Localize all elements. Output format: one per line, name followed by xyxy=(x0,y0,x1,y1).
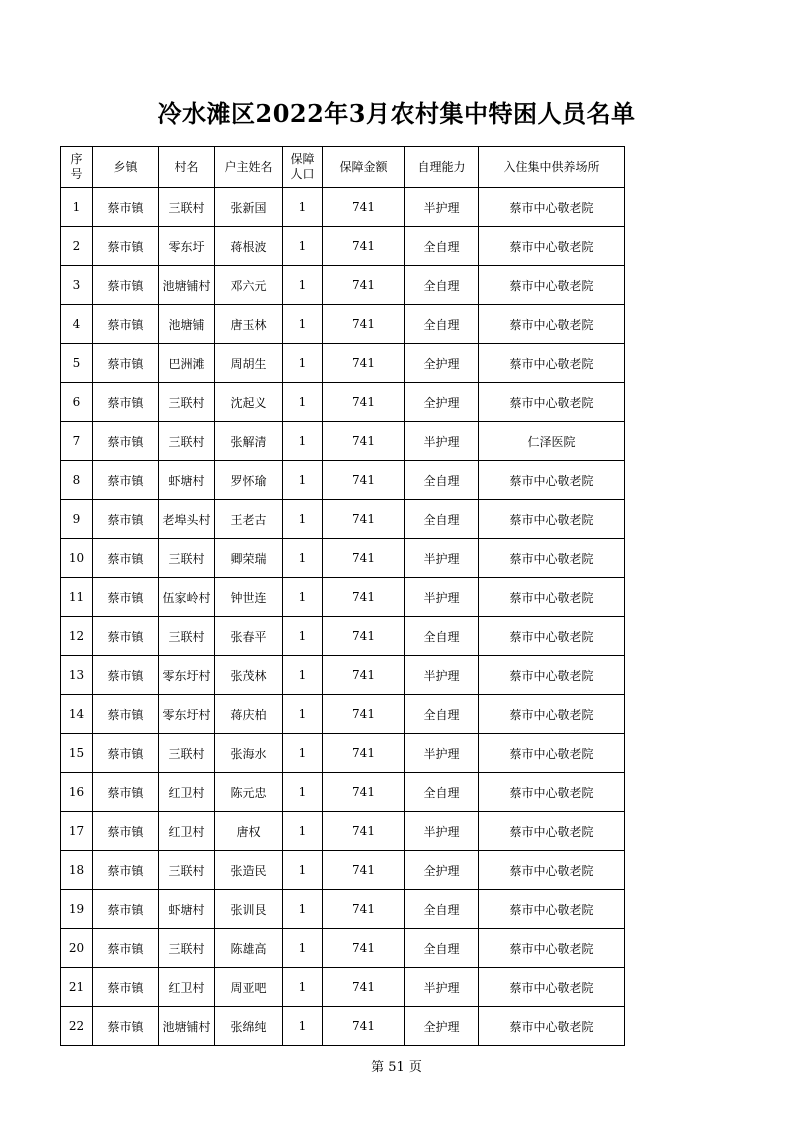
table-row xyxy=(61,305,625,344)
cell-amount: 741 xyxy=(323,422,405,461)
cell-amount: 741 xyxy=(323,851,405,890)
cell-no: 22 xyxy=(61,1007,93,1046)
cell-town: 蔡市镇 xyxy=(93,734,159,773)
cell-no: 9 xyxy=(61,500,93,539)
cell-institution: 蔡市中心敬老院 xyxy=(479,500,625,539)
cell-ability: 半护理 xyxy=(405,188,479,227)
cell-amount: 741 xyxy=(323,1007,405,1046)
table-row xyxy=(61,656,625,695)
cell-village: 三联村 xyxy=(159,617,215,656)
cell-institution: 蔡市中心敬老院 xyxy=(479,695,625,734)
cell-institution: 蔡市中心敬老院 xyxy=(479,617,625,656)
cell-village: 三联村 xyxy=(159,188,215,227)
cell-town: 蔡市镇 xyxy=(93,890,159,929)
cell-no: 16 xyxy=(61,773,93,812)
cell-head-name: 卿荣瑞 xyxy=(215,539,283,578)
table-row xyxy=(61,539,625,578)
cell-no: 1 xyxy=(61,188,93,227)
cell-persons: 1 xyxy=(283,695,323,734)
cell-head-name: 蒋根波 xyxy=(215,227,283,266)
cell-amount: 741 xyxy=(323,890,405,929)
cell-no: 12 xyxy=(61,617,93,656)
cell-ability: 半护理 xyxy=(405,656,479,695)
cell-village: 零东圩村 xyxy=(159,695,215,734)
cell-head-name: 张训艮 xyxy=(215,890,283,929)
cell-institution: 蔡市中心敬老院 xyxy=(479,1007,625,1046)
cell-head-name: 张造民 xyxy=(215,851,283,890)
cell-ability: 全自理 xyxy=(405,500,479,539)
cell-amount: 741 xyxy=(323,539,405,578)
cell-amount: 741 xyxy=(323,344,405,383)
cell-village: 三联村 xyxy=(159,929,215,968)
cell-ability: 全自理 xyxy=(405,305,479,344)
cell-town: 蔡市镇 xyxy=(93,773,159,812)
cell-head-name: 张茂林 xyxy=(215,656,283,695)
cell-amount: 741 xyxy=(323,500,405,539)
cell-persons: 1 xyxy=(283,851,323,890)
cell-amount: 741 xyxy=(323,929,405,968)
cell-ability: 全护理 xyxy=(405,1007,479,1046)
header-row xyxy=(61,147,625,188)
cell-village: 虾塘村 xyxy=(159,461,215,500)
cell-town: 蔡市镇 xyxy=(93,227,159,266)
cell-no: 4 xyxy=(61,305,93,344)
cell-persons: 1 xyxy=(283,578,323,617)
cell-village: 池塘铺 xyxy=(159,305,215,344)
cell-no: 14 xyxy=(61,695,93,734)
cell-no: 11 xyxy=(61,578,93,617)
cell-village: 零东圩 xyxy=(159,227,215,266)
table-row xyxy=(61,500,625,539)
table-row xyxy=(61,188,625,227)
cell-village: 红卫村 xyxy=(159,812,215,851)
cell-village: 虾塘村 xyxy=(159,890,215,929)
cell-ability: 半护理 xyxy=(405,968,479,1007)
cell-amount: 741 xyxy=(323,773,405,812)
cell-no: 18 xyxy=(61,851,93,890)
cell-ability: 全自理 xyxy=(405,773,479,812)
cell-institution: 蔡市中心敬老院 xyxy=(479,383,625,422)
cell-institution: 蔡市中心敬老院 xyxy=(479,773,625,812)
cell-no: 15 xyxy=(61,734,93,773)
cell-village: 三联村 xyxy=(159,734,215,773)
cell-institution: 蔡市中心敬老院 xyxy=(479,734,625,773)
header-no: 序 号 xyxy=(61,147,93,188)
cell-head-name: 蒋庆柏 xyxy=(215,695,283,734)
cell-town: 蔡市镇 xyxy=(93,461,159,500)
cell-institution: 蔡市中心敬老院 xyxy=(479,578,625,617)
cell-institution: 蔡市中心敬老院 xyxy=(479,539,625,578)
cell-persons: 1 xyxy=(283,1007,323,1046)
cell-amount: 741 xyxy=(323,695,405,734)
cell-village: 三联村 xyxy=(159,539,215,578)
cell-town: 蔡市镇 xyxy=(93,383,159,422)
table-row xyxy=(61,734,625,773)
cell-persons: 1 xyxy=(283,422,323,461)
table-row xyxy=(61,968,625,1007)
cell-town: 蔡市镇 xyxy=(93,305,159,344)
cell-head-name: 罗怀瑜 xyxy=(215,461,283,500)
cell-no: 6 xyxy=(61,383,93,422)
table-row xyxy=(61,422,625,461)
cell-ability: 全护理 xyxy=(405,344,479,383)
cell-no: 19 xyxy=(61,890,93,929)
cell-persons: 1 xyxy=(283,305,323,344)
table-row xyxy=(61,266,625,305)
cell-institution: 蔡市中心敬老院 xyxy=(479,344,625,383)
cell-town: 蔡市镇 xyxy=(93,500,159,539)
page-number: 第 51 页 xyxy=(371,1060,422,1075)
cell-persons: 1 xyxy=(283,383,323,422)
header-head-name: 户主姓名 xyxy=(215,147,283,188)
cell-town: 蔡市镇 xyxy=(93,812,159,851)
cell-amount: 741 xyxy=(323,305,405,344)
cell-no: 5 xyxy=(61,344,93,383)
cell-head-name: 周胡生 xyxy=(215,344,283,383)
cell-persons: 1 xyxy=(283,968,323,1007)
cell-town: 蔡市镇 xyxy=(93,188,159,227)
cell-town: 蔡市镇 xyxy=(93,1007,159,1046)
roster-body xyxy=(61,188,625,1046)
cell-amount: 741 xyxy=(323,461,405,500)
cell-institution: 仁泽医院 xyxy=(479,422,625,461)
cell-persons: 1 xyxy=(283,500,323,539)
cell-town: 蔡市镇 xyxy=(93,539,159,578)
cell-amount: 741 xyxy=(323,188,405,227)
cell-institution: 蔡市中心敬老院 xyxy=(479,929,625,968)
cell-no: 20 xyxy=(61,929,93,968)
cell-persons: 1 xyxy=(283,773,323,812)
cell-persons: 1 xyxy=(283,539,323,578)
table-row xyxy=(61,578,625,617)
cell-amount: 741 xyxy=(323,227,405,266)
cell-village: 三联村 xyxy=(159,851,215,890)
cell-amount: 741 xyxy=(323,383,405,422)
cell-persons: 1 xyxy=(283,734,323,773)
cell-village: 老埠头村 xyxy=(159,500,215,539)
cell-amount: 741 xyxy=(323,617,405,656)
cell-institution: 蔡市中心敬老院 xyxy=(479,188,625,227)
table-row xyxy=(61,227,625,266)
cell-village: 伍家岭村 xyxy=(159,578,215,617)
table-row xyxy=(61,695,625,734)
cell-village: 池塘铺村 xyxy=(159,266,215,305)
cell-institution: 蔡市中心敬老院 xyxy=(479,851,625,890)
cell-institution: 蔡市中心敬老院 xyxy=(479,227,625,266)
cell-town: 蔡市镇 xyxy=(93,929,159,968)
cell-head-name: 张绵纯 xyxy=(215,1007,283,1046)
cell-persons: 1 xyxy=(283,929,323,968)
cell-ability: 全自理 xyxy=(405,890,479,929)
cell-institution: 蔡市中心敬老院 xyxy=(479,812,625,851)
cell-no: 21 xyxy=(61,968,93,1007)
cell-persons: 1 xyxy=(283,461,323,500)
cell-town: 蔡市镇 xyxy=(93,851,159,890)
cell-head-name: 张春平 xyxy=(215,617,283,656)
cell-ability: 全护理 xyxy=(405,851,479,890)
table-row xyxy=(61,1007,625,1046)
cell-persons: 1 xyxy=(283,188,323,227)
cell-village: 巴洲滩 xyxy=(159,344,215,383)
cell-amount: 741 xyxy=(323,266,405,305)
cell-institution: 蔡市中心敬老院 xyxy=(479,890,625,929)
cell-persons: 1 xyxy=(283,344,323,383)
cell-ability: 全自理 xyxy=(405,461,479,500)
cell-ability: 全护理 xyxy=(405,383,479,422)
cell-persons: 1 xyxy=(283,266,323,305)
cell-no: 2 xyxy=(61,227,93,266)
cell-no: 3 xyxy=(61,266,93,305)
header-village: 村名 xyxy=(159,147,215,188)
cell-ability: 全自理 xyxy=(405,266,479,305)
table-row xyxy=(61,890,625,929)
cell-institution: 蔡市中心敬老院 xyxy=(479,266,625,305)
table-row xyxy=(61,851,625,890)
cell-village: 红卫村 xyxy=(159,968,215,1007)
cell-persons: 1 xyxy=(283,812,323,851)
cell-head-name: 唐权 xyxy=(215,812,283,851)
cell-head-name: 张海水 xyxy=(215,734,283,773)
table-row xyxy=(61,929,625,968)
cell-village: 红卫村 xyxy=(159,773,215,812)
table-row xyxy=(61,344,625,383)
header-town: 乡镇 xyxy=(93,147,159,188)
cell-no: 13 xyxy=(61,656,93,695)
cell-no: 10 xyxy=(61,539,93,578)
cell-amount: 741 xyxy=(323,578,405,617)
cell-amount: 741 xyxy=(323,656,405,695)
cell-no: 17 xyxy=(61,812,93,851)
cell-head-name: 陈雄高 xyxy=(215,929,283,968)
cell-amount: 741 xyxy=(323,812,405,851)
table-row xyxy=(61,383,625,422)
cell-ability: 半护理 xyxy=(405,734,479,773)
cell-no: 7 xyxy=(61,422,93,461)
header-ability: 自理能力 xyxy=(405,147,479,188)
cell-town: 蔡市镇 xyxy=(93,656,159,695)
cell-town: 蔡市镇 xyxy=(93,266,159,305)
cell-persons: 1 xyxy=(283,227,323,266)
cell-head-name: 周亚吧 xyxy=(215,968,283,1007)
table-row xyxy=(61,617,625,656)
cell-town: 蔡市镇 xyxy=(93,422,159,461)
cell-head-name: 唐玉林 xyxy=(215,305,283,344)
cell-ability: 半护理 xyxy=(405,578,479,617)
cell-village: 三联村 xyxy=(159,422,215,461)
cell-no: 8 xyxy=(61,461,93,500)
cell-institution: 蔡市中心敬老院 xyxy=(479,968,625,1007)
cell-head-name: 张解清 xyxy=(215,422,283,461)
cell-ability: 全自理 xyxy=(405,929,479,968)
cell-head-name: 钟世连 xyxy=(215,578,283,617)
header-persons: 保障 人口 xyxy=(283,147,323,188)
cell-village: 零东圩村 xyxy=(159,656,215,695)
table-row xyxy=(61,812,625,851)
cell-ability: 半护理 xyxy=(405,422,479,461)
header-amount: 保障金额 xyxy=(323,147,405,188)
cell-town: 蔡市镇 xyxy=(93,578,159,617)
cell-institution: 蔡市中心敬老院 xyxy=(479,461,625,500)
cell-ability: 全自理 xyxy=(405,695,479,734)
table-row xyxy=(61,773,625,812)
cell-town: 蔡市镇 xyxy=(93,617,159,656)
cell-ability: 半护理 xyxy=(405,539,479,578)
cell-persons: 1 xyxy=(283,656,323,695)
cell-town: 蔡市镇 xyxy=(93,695,159,734)
cell-head-name: 邓六元 xyxy=(215,266,283,305)
header-institution: 入住集中供养场所 xyxy=(479,147,625,188)
cell-village: 三联村 xyxy=(159,383,215,422)
table-row xyxy=(61,461,625,500)
cell-institution: 蔡市中心敬老院 xyxy=(479,656,625,695)
cell-village: 池塘铺村 xyxy=(159,1007,215,1046)
roster-table xyxy=(60,146,625,1046)
cell-town: 蔡市镇 xyxy=(93,344,159,383)
cell-ability: 全自理 xyxy=(405,227,479,266)
document-title: 冷水滩区2022年3月农村集中特困人员名单 xyxy=(157,99,636,128)
cell-head-name: 沈起义 xyxy=(215,383,283,422)
cell-amount: 741 xyxy=(323,734,405,773)
cell-persons: 1 xyxy=(283,617,323,656)
cell-head-name: 陈元忠 xyxy=(215,773,283,812)
cell-amount: 741 xyxy=(323,968,405,1007)
cell-town: 蔡市镇 xyxy=(93,968,159,1007)
cell-persons: 1 xyxy=(283,890,323,929)
cell-head-name: 张新国 xyxy=(215,188,283,227)
cell-ability: 半护理 xyxy=(405,812,479,851)
cell-head-name: 王老古 xyxy=(215,500,283,539)
cell-institution: 蔡市中心敬老院 xyxy=(479,305,625,344)
cell-ability: 全自理 xyxy=(405,617,479,656)
